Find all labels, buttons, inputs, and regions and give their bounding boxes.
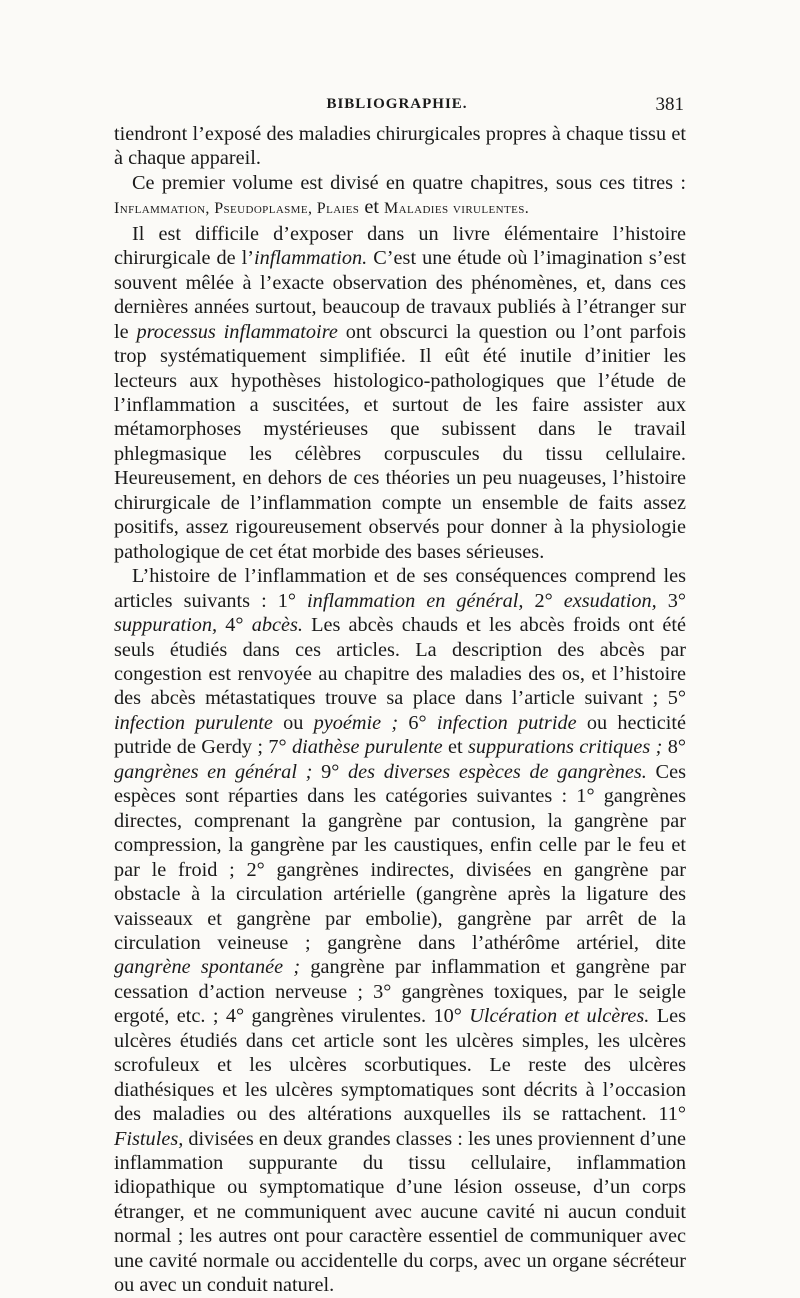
text-run: Les ulcères étudiés dans cet article sont les ulcères simples, les ulcères scrofuleux et les ulcères scorbutiques. Le reste des ulcères diathésiques et les ulcères symptomatiques sont décrits à l’occasion des maladies ou des altérations auxquelles ils se rattachent. 11° — [114, 1005, 687, 1126]
text-run: Il est difficile d’exposer dans un livre élémentaire l’histoire chirurgicale de l’ — [114, 222, 686, 270]
text-run: ou hecticité putride de Gerdy ; 7° — [114, 711, 686, 759]
italic-phrase: infection putride — [436, 711, 577, 734]
text-run: et — [442, 736, 468, 759]
text-run: 9° — [312, 760, 349, 783]
italic-phrase: inflammation en général, — [307, 589, 524, 612]
text-run: Ces espèces sont réparties dans les catégories suivantes : 1° gangrènes directes, comprenant la gangrène par contusion, la gangrène par compression, la gangrène par les caustiques, enfin celle par le feu et par le froid ; 2° gangrènes indirectes, divisées en gangrène par obstacle à la circulation artérielle (gangrène après la ligature des vaisseaux et gangrène par embolie), gangrène par arrêt de la circulation veineuse ; gangrène dans l’athérôme artériel, dite — [114, 760, 686, 954]
text-run: Ce premier volume est divisé en quatre chapitres, sous ces titres : — [132, 171, 686, 194]
body-text — [114, 122, 686, 1298]
text-run: 4° — [217, 614, 252, 637]
paragraph — [114, 171, 686, 222]
chapter-titles: Maladies virulentes. — [384, 200, 530, 218]
text-run: 8° — [662, 736, 687, 759]
italic-phrase: pyoémie ; — [313, 711, 399, 734]
italic-phrase: abcès. — [251, 614, 303, 637]
text-run: C’est une étude où l’imagination s’est souvent mêlée à l’exacte observation des phénomènes, et, dans ces dernières années surtout, beaucoup de travaux publiés à l’étranger sur le — [114, 247, 686, 343]
italic-phrase: gangrène spontanée ; — [114, 956, 301, 979]
text-run: 6° — [398, 711, 437, 734]
italic-phrase: processus inflammatoire — [136, 320, 338, 343]
italic-phrase: des diverses espèces de gangrènes. — [348, 760, 647, 783]
italic-phrase: exsudation, — [563, 589, 657, 612]
paragraph — [114, 122, 686, 171]
text-run: gangrène par inflammation et gangrène par cessation d’action nerveuse ; 3° gangrènes toxiques, par le seigle ergoté, etc. ; 4° gangrènes virulentes. 10° — [114, 956, 686, 1028]
paragraph — [114, 222, 686, 564]
text-run: ou — [272, 711, 314, 734]
text-run: L’histoire de l’inflammation et de ses conséquences comprend les articles suivants : 1° — [114, 565, 686, 612]
italic-phrase: Ulcération et ulcères. — [469, 1005, 650, 1028]
running-title: BIBLIOGRAPHIE. — [326, 96, 468, 112]
chapter-titles: Inflammation, Pseudoplasme, Plaies — [114, 200, 360, 218]
text-run: 2° — [523, 589, 564, 612]
italic-phrase: inflammation. — [254, 247, 368, 270]
text-run: Les abcès chauds et les abcès froids ont été seuls étudiés dans ces articles. La description des abcès par congestion est renvoyée au chapitre des maladies des os, et l’histoire des abcès métastatiques trouve sa place dans l’article suivant ; 5° — [114, 614, 686, 710]
text-run: divisées en deux grandes classes : les unes proviennent d’une inflammation suppurante du tissu cellulaire, inflammation idiopathique ou symptomatique d’une lésion osseuse, d’un corps étranger, et ne communiquent avec aucune cavité ni aucun conduit normal ; les autres ont pour caractère essentiel de communiquer avec une cavité normale ou accidentelle du corps, avec un organe sécréteur ou avec un conduit naturel. — [114, 1127, 686, 1297]
italic-phrase: suppuration, — [114, 614, 218, 637]
paragraph — [114, 564, 686, 1298]
italic-phrase: suppurations critiques ; — [468, 736, 663, 759]
text-run: et — [359, 196, 385, 219]
text-run: tiendront l’exposé des maladies chirurgicales propres à chaque tissu et à chaque appareil. — [114, 123, 686, 170]
page-header — [110, 96, 684, 122]
italic-phrase: Fistules, — [114, 1127, 184, 1150]
italic-phrase: gangrènes en général ; — [114, 760, 313, 783]
italic-phrase: diathèse purulente — [291, 736, 443, 759]
text-run: 3° — [656, 589, 686, 612]
page-number: 381 — [655, 94, 684, 115]
italic-phrase: infection purulente — [114, 711, 273, 734]
text-run: ont obscurci la question ou l’ont parfois trop systématiquement simplifiée. Il eût été inutile d’initier les lecteurs aux hypothèses histologico-pathologiques que l’étude de l’inflammation a suscitées, et surtout de les faire assister aux métamorphoses mystérieuses que subissent dans le travail phlegmasique les célèbres corpuscules du tissu cellulaire. Heureusement, en dehors de ces théories un peu nuageuses, l’histoire chirurgicale de l’inflammation compte un ensemble de faits assez positifs, assez rigoureusement observés pour donner à la physiologie pathologique de cet état morbide des bases sérieuses. — [114, 320, 686, 563]
